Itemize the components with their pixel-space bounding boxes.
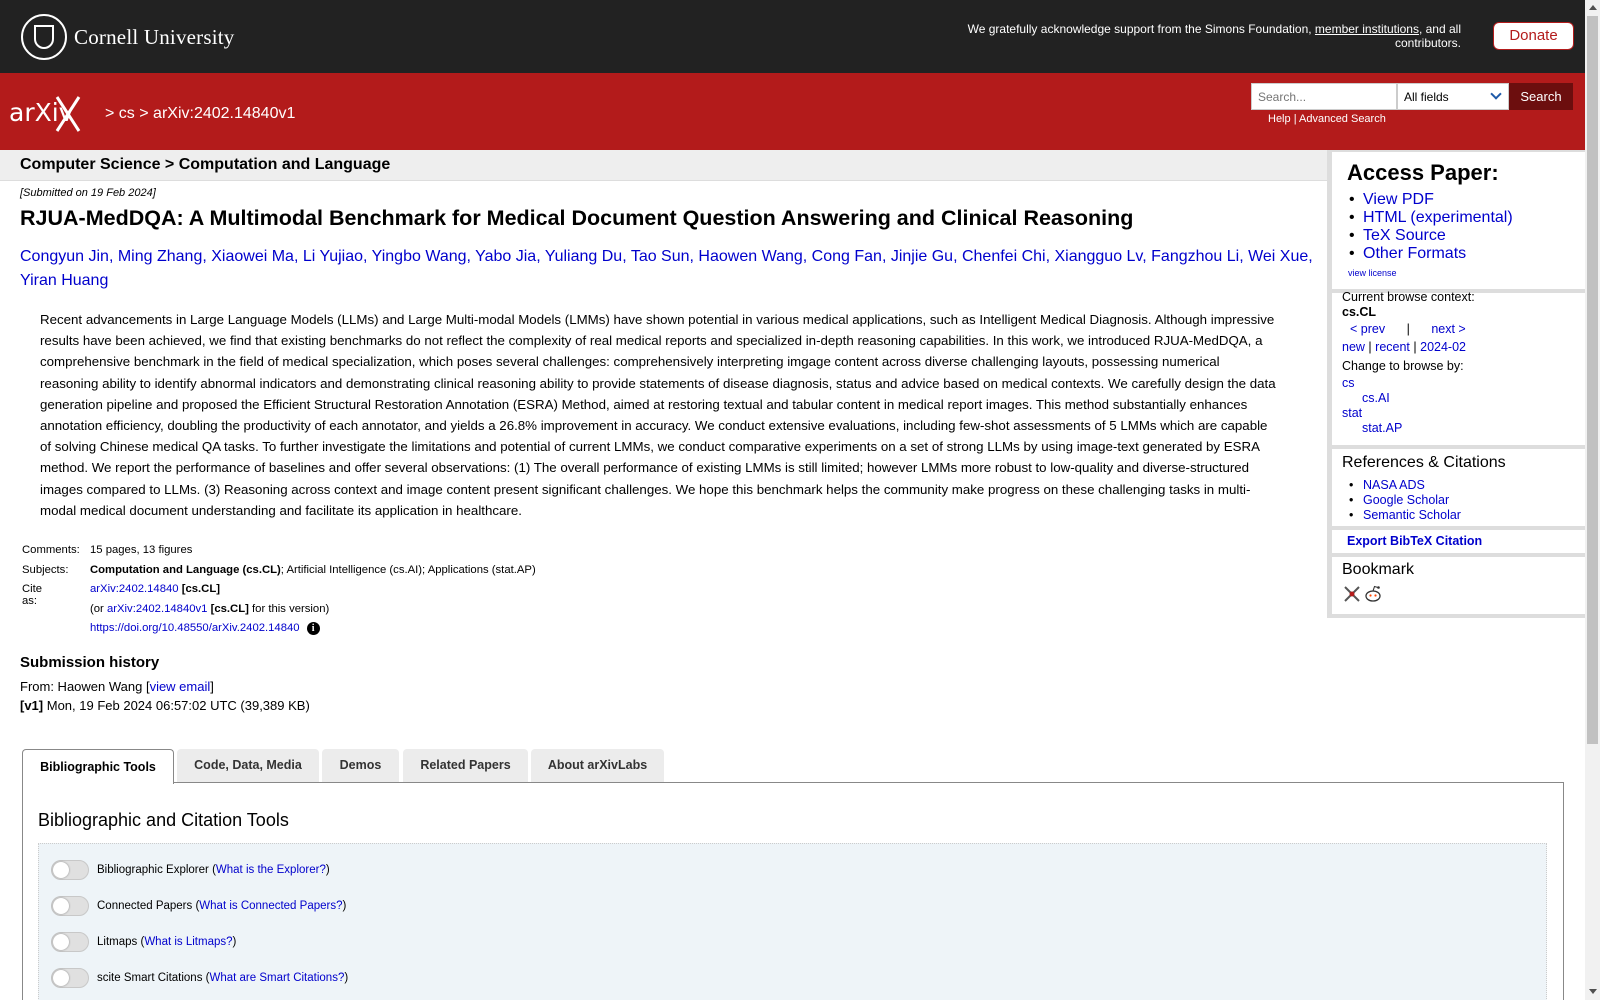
chevron-down-icon	[1490, 88, 1501, 99]
bookmark-icons	[1343, 585, 1383, 603]
reddit-icon[interactable]	[1363, 585, 1383, 603]
help-link[interactable]: Help	[1268, 113, 1291, 125]
tool-help-link[interactable]: What is the Explorer?	[215, 864, 326, 876]
search-help-links	[1268, 113, 1386, 125]
arxiv-logo-text: arXiv	[9, 98, 74, 127]
author-link[interactable]: Xiaowei Ma	[211, 248, 294, 265]
author-link[interactable]: Yiran Huang	[20, 272, 109, 289]
litmaps-toggle[interactable]	[51, 932, 89, 952]
html-link[interactable]: • HTML (experimental)	[1347, 209, 1513, 227]
tool-name: Litmaps	[97, 936, 138, 948]
tab-bibliographic-tools[interactable]: Bibliographic Tools	[22, 749, 174, 784]
cite-version-suffix: for this version)	[248, 602, 330, 615]
info-icon[interactable]: i	[307, 622, 320, 635]
tex-source-link[interactable]: • TeX Source	[1347, 227, 1513, 245]
access-paper-title: Access Paper:	[1347, 160, 1499, 185]
doi-value	[90, 622, 320, 635]
breadcrumb	[105, 105, 295, 123]
breadcrumb-separator: >	[105, 105, 115, 122]
support-acknowledgement	[941, 22, 1461, 50]
tool-row-explorer: Bibliographic Explorer ( What is the Explorer? )	[51, 860, 330, 880]
browse-stat-link[interactable]: stat	[1342, 405, 1363, 420]
access-links	[1347, 191, 1513, 263]
cornell-seal-icon	[21, 14, 67, 60]
export-bibtex-link[interactable]: Export BibTeX Citation	[1347, 534, 1483, 548]
browse-context	[1342, 289, 1475, 436]
scite-toggle[interactable]	[51, 968, 89, 988]
connected-papers-toggle[interactable]	[51, 896, 89, 916]
cite-value	[90, 583, 220, 595]
submission-date: [Submitted on 19 Feb 2024]	[20, 187, 156, 199]
cite-label: Cite as:	[22, 583, 43, 607]
tool-help-link[interactable]: What is Litmaps?	[144, 936, 233, 948]
bookmark-title: Bookmark	[1342, 561, 1415, 578]
cite-version-value	[90, 603, 329, 615]
next-link[interactable]: next >	[1431, 322, 1466, 336]
new-link[interactable]: new	[1342, 339, 1365, 354]
context-value: cs.CL	[1342, 304, 1377, 319]
arxiv-logo[interactable]	[9, 94, 101, 134]
cite-or: (or	[90, 602, 107, 615]
tool-help-link[interactable]: What are Smart Citations?	[209, 972, 345, 984]
ack-prefix: We gratefully acknowledge support from the Simons Foundation,	[967, 22, 1315, 36]
view-pdf-link[interactable]: • View PDF	[1347, 191, 1513, 209]
prev-next-row	[1342, 321, 1475, 339]
browse-cs-link[interactable]: cs	[1342, 375, 1355, 390]
author-link[interactable]: Congyun Jin	[20, 248, 109, 265]
cite-version-category: [cs.CL]	[210, 602, 249, 615]
submission-history-title: Submission history	[20, 654, 160, 671]
context-label: Current browse context:	[1342, 290, 1475, 304]
search-field-select[interactable]	[1397, 83, 1509, 110]
tab-about-arxivlabs[interactable]: About arXivLabs	[531, 749, 664, 782]
search-button[interactable]: Search	[1509, 83, 1573, 110]
breadcrumb-cs-link[interactable]: cs	[118, 105, 135, 122]
breadcrumb-paper-id: arXiv:2402.14840v1	[153, 105, 296, 122]
month-link[interactable]: 2024-02	[1420, 339, 1466, 354]
version-v1	[20, 698, 310, 713]
references-title: References & Citations	[1342, 454, 1506, 471]
version-date: Mon, 19 Feb 2024 06:57:02 UTC (39,389 KB)	[43, 698, 310, 713]
author-link[interactable]: Jinjie Gu	[890, 248, 954, 265]
donate-button[interactable]: Donate	[1493, 22, 1574, 50]
nasa-ads-link[interactable]: • NASA ADS	[1347, 478, 1461, 493]
cite-version-link[interactable]: arXiv:2402.14840v1	[106, 602, 208, 615]
submission-from	[20, 679, 214, 694]
search-field-value: All fields	[1404, 90, 1449, 104]
scrollbar-thumb[interactable]	[1587, 16, 1598, 744]
secondary-subjects: ; Artificial Intelligence (cs.AI); Applications (stat.AP)	[280, 563, 536, 576]
change-browse-label: Change to browse by:	[1342, 359, 1464, 373]
page-scrollbar[interactable]	[1585, 0, 1600, 1000]
bibsonomy-icon[interactable]	[1343, 585, 1361, 603]
list-separator: |	[1413, 339, 1417, 354]
from-suffix: ]	[210, 679, 214, 694]
tab-code-data-media[interactable]: Code, Data, Media	[177, 749, 319, 782]
breadcrumb-separator: >	[139, 105, 149, 122]
subjects-value	[90, 564, 536, 576]
tool-name: Bibliographic Explorer	[97, 864, 209, 876]
tab-demos[interactable]: Demos	[322, 749, 399, 782]
advanced-search-link[interactable]: Advanced Search	[1299, 113, 1386, 125]
primary-subject: Computation and Language (cs.CL)	[90, 563, 281, 576]
tool-row-connected-papers: Connected Papers ( What is Connected Papers? )	[51, 896, 346, 916]
tab-related-papers[interactable]: Related Papers	[403, 749, 528, 782]
author-link[interactable]: Cong Fan	[811, 248, 882, 265]
author-link[interactable]: Yingbo Wang	[371, 248, 467, 265]
link-separator: |	[1293, 113, 1297, 125]
cite-link[interactable]: arXiv:2402.14840	[90, 583, 179, 595]
author-link[interactable]: Haowen Wang	[698, 248, 803, 265]
google-scholar-link[interactable]: • Google Scholar	[1347, 493, 1461, 508]
author-link[interactable]: Xiangguo Lv	[1054, 248, 1143, 265]
category-band	[0, 150, 1327, 181]
author-link[interactable]: Yabo Jia	[475, 248, 537, 265]
references-links	[1347, 478, 1461, 523]
tool-name: Connected Papers	[97, 900, 193, 912]
view-email-link[interactable]: view email	[149, 679, 211, 694]
browse-categories	[1342, 376, 1475, 436]
view-license-link[interactable]: view license	[1348, 268, 1397, 278]
tool-name: scite Smart Citations	[97, 972, 203, 984]
author-link[interactable]: Ming Zhang	[117, 248, 203, 265]
doi-link[interactable]: https://doi.org/10.48550/arXiv.2402.14840	[90, 622, 300, 634]
cornell-logo[interactable]	[21, 14, 235, 60]
category-heading: Computer Science > Computation and Language	[20, 156, 391, 173]
author-link[interactable]: Tao Sun	[630, 248, 690, 265]
author-list: Congyun Jin, Ming Zhang, Xiaowei Ma, Li Yujiao, Yingbo Wang, Yabo Jia, Yuliang Du, Tao Sun, Haowen Wang, Cong Fan, Jinjie Gu, Chenfei Chi, Xiangguo Lv, Fangzhou Li, Wei Xue, Yiran Huang	[20, 248, 1313, 289]
tool-help-link[interactable]: What is Connected Papers?	[199, 900, 343, 912]
scroll-up-icon[interactable]	[1589, 5, 1597, 10]
browse-list-row	[1342, 339, 1475, 357]
tool-row-litmaps: Litmaps ( What is Litmaps? )	[51, 932, 236, 952]
paper-title: RJUA-MedDQA: A Multimodal Benchmark for Medical Document Question Answering and Clinical Reasoning	[20, 206, 1134, 230]
browse-cs-ai-link[interactable]: cs.AI	[1362, 390, 1390, 405]
scroll-down-icon[interactable]	[1589, 989, 1597, 994]
author-link[interactable]: Chenfei Chi	[961, 248, 1046, 265]
recent-link[interactable]: recent	[1375, 339, 1410, 354]
author-link[interactable]: Fangzhou Li	[1151, 248, 1240, 265]
cite-category: [cs.CL]	[181, 583, 220, 595]
author-link[interactable]: Yuliang Du	[544, 248, 623, 265]
search-input[interactable]	[1251, 83, 1397, 110]
abstract: Recent advancements in Large Language Models (LLMs) and Large Multi-modal Models (LMMs) have shown potential in various medical applications, such as Intelligent Medical Diagnosis. Although impressive results have been achieved, we find that existing benchmarks do not reflect the complexity of real medical reports and specialized in-depth reasoning capabilities. In this work, we introduced RJUA-MedDQA, a comprehensive benchmark in the field of medical specialization, which poses several challenges: comprehensively interpreting imgage content across diverse challenging layouts, possessing numerical reasoning ability to identify abnormal indicators and demonstrating clinical reasoning ability to provide statements of disease diagnosis, status and advice based on medical contexts. We carefully design the data generation pipeline and proposed the Efficient Structural Restoration Annotation (ESRA) Method, aimed at restoring textual and tabular content in medical report images. This method substantially enhances annotation efficiency, doubling the productivity of each annotator, and yields a 26.8% improvement in accuracy. We conduct extensive evaluations, including few-shot assessments of 5 LMMs which are capable of solving Chinese medical QA tasks. To further investigate the limitations and potential of current LMMs, we conduct comparative experiments on a set of strong LLMs by using image-text generated by ESRA method. We report the performance of baselines and offer several observations: (1) The overall performance of existing LMMs is still limited; however LMMs more robust to low-quality and diverse-structured images compared to LLMs. (3) Reasoning across context and image content present significant challenges. We hope this benchmark helps the community make progress on these challenging tasks in multi-modal medical document understanding and facilitate its application in healthcare.	[40, 312, 1276, 518]
subjects-label: Subjects:	[22, 563, 69, 576]
tool-row-scite: scite Smart Citations ( What are Smart Citations? )	[51, 968, 348, 988]
from-prefix: From: Haowen Wang [	[20, 679, 150, 694]
semantic-scholar-link[interactable]: • Semantic Scholar	[1347, 508, 1461, 523]
ack-suffix: , and all contributors.	[1394, 22, 1461, 50]
other-formats-link[interactable]: • Other Formats	[1347, 245, 1513, 263]
explorer-toggle[interactable]	[51, 860, 89, 880]
prev-next-separator: |	[1406, 322, 1410, 336]
panel-title: Bibliographic and Citation Tools	[38, 810, 289, 830]
member-institutions-link[interactable]: member institutions	[1314, 22, 1419, 36]
version-label: [v1]	[20, 698, 44, 713]
author-link[interactable]: Wei Xue	[1248, 248, 1309, 265]
browse-stat-ap-link[interactable]: stat.AP	[1362, 420, 1403, 435]
prev-link[interactable]: < prev	[1350, 322, 1386, 336]
cornell-logo-text: Cornell University	[74, 24, 235, 49]
cornell-topbar	[0, 0, 1585, 73]
comments-value: 15 pages, 13 figures	[90, 544, 193, 556]
author-link[interactable]: Li Yujiao	[302, 248, 364, 265]
comments-label: Comments:	[22, 544, 80, 556]
list-separator: |	[1368, 339, 1372, 354]
